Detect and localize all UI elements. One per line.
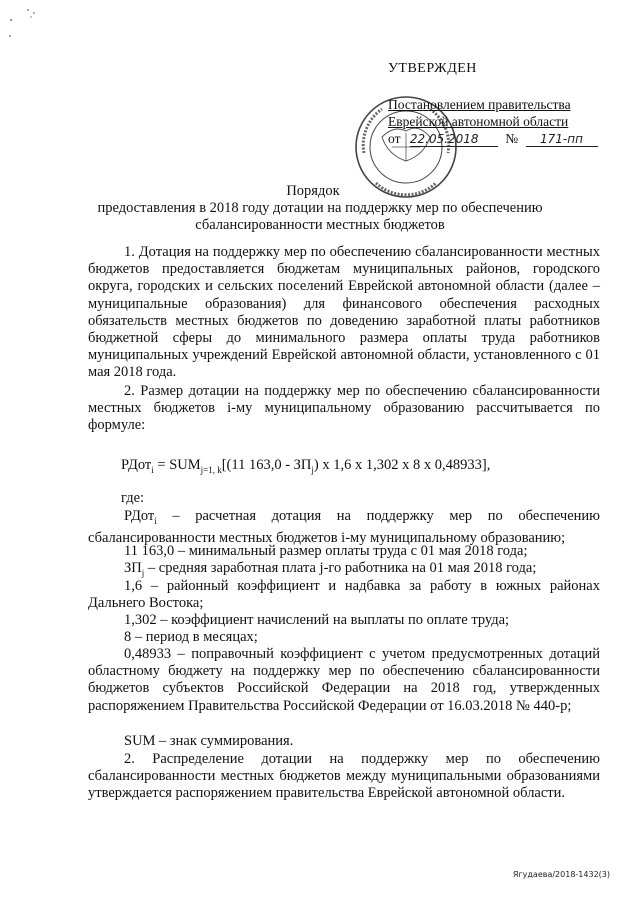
decree-no-sign: № bbox=[505, 131, 519, 146]
paragraph-1: 1. Дотация на поддержку мер по обеспечению сбалансированности местных бюджетов предоставляется бюджетам муниципальных районов, городского округа, городских и сельских поселений Еврейской автономной области (далее – муниципальные образования) для финансового обеспечения расходных обязательств местных бюджетов по доведению заработной платы работников бюджетной сферы до минимального размера оплаты труда работников муниципальных учреждений Еврейской автономной области, установленного с 01 мая 2018 года. bbox=[88, 244, 600, 381]
def-rdot-text: – расчетная дотация на поддержку мер по обеспечению сбалансированности местных бюджетов i-му муниципальному образованию; bbox=[88, 508, 600, 547]
def-zp-text: – средняя заработная плата j-го работника на 01 мая 2018 года; bbox=[144, 560, 537, 576]
decree-date: 22.05.2018 bbox=[410, 132, 498, 147]
formula-sum-range: j=1, k bbox=[200, 464, 222, 475]
definition-correction-coefficient: 0,48933 – поправочный коэффициент с учетом предусмотренных дотаций областному бюджету на поддержку мер по обеспечению сбалансированности бюджетов субъектов Российской Федерации на 2018 год, утвержденных распоряжением Правительства Российской Федерации от 16.03.2018 № 440-р; bbox=[88, 646, 600, 714]
formula-right: ) x 1,6 x 1,302 x 8 x 0,48933], bbox=[313, 457, 491, 473]
definition-regional-coefficient: 1,6 – районный коэффициент и надбавка за работу в южных районах Дальнего Востока; bbox=[88, 578, 600, 612]
def-zp-sub: j bbox=[141, 567, 145, 578]
def-zp-symbol: ЗП bbox=[124, 560, 142, 576]
title-line-1: Порядок bbox=[286, 183, 340, 199]
where-label: где: bbox=[121, 490, 145, 506]
decree-line-1: Постановлением правительства bbox=[388, 97, 571, 112]
decree-number: 171-пп bbox=[526, 132, 598, 147]
formula-sum: = SUM bbox=[153, 457, 201, 473]
def-rdot-sub: i bbox=[154, 515, 157, 526]
title-line-3: сбалансированности местных бюджетов bbox=[195, 217, 445, 233]
formula-sub-i: i bbox=[151, 464, 154, 475]
title-line-2: предоставления в 2018 году дотации на поддержку мер по обеспечению bbox=[97, 200, 543, 216]
formula bbox=[121, 457, 490, 475]
scan-speckles bbox=[4, 4, 44, 44]
definition-period: 8 – период в месяцах; bbox=[124, 629, 258, 645]
formula-rdot: РДот bbox=[121, 457, 152, 473]
definition-mrot: 11 163,0 – минимальный размер оплаты труда с 01 мая 2018 года; bbox=[124, 543, 528, 559]
formula-mid: [(11 163,0 - ЗП bbox=[221, 457, 312, 473]
decree-line-2: Еврейской автономной области bbox=[388, 114, 569, 129]
definition-sum: SUM – знак суммирования. bbox=[124, 733, 294, 749]
paragraph-3: 2. Распределение дотации на поддержку мер по обеспечению сбалансированности местных бюджетов между муниципальными образованиями утверждается распоряжением правительства Еврейской автономной области. bbox=[88, 751, 600, 802]
paragraph-2: 2. Размер дотации на поддержку мер по обеспечению сбалансированности местных бюджетов i-му муниципальному образованию рассчитывается по формуле: bbox=[88, 383, 600, 434]
document-title bbox=[0, 183, 640, 234]
document-code: Ягудаева/2018-1432(3) bbox=[512, 870, 610, 879]
definition-rdot bbox=[88, 508, 600, 547]
decree-reference bbox=[388, 96, 608, 130]
decree-from: от bbox=[388, 131, 401, 146]
approved-heading: УТВЕРЖДЕН bbox=[388, 61, 477, 76]
def-rdot-symbol: РДот bbox=[124, 508, 155, 524]
decree-number-line bbox=[388, 131, 598, 147]
formula-sub-j: j bbox=[311, 464, 314, 475]
definition-accrual-coefficient: 1,302 – коэффициент начислений на выплаты по оплате труда; bbox=[124, 612, 510, 628]
